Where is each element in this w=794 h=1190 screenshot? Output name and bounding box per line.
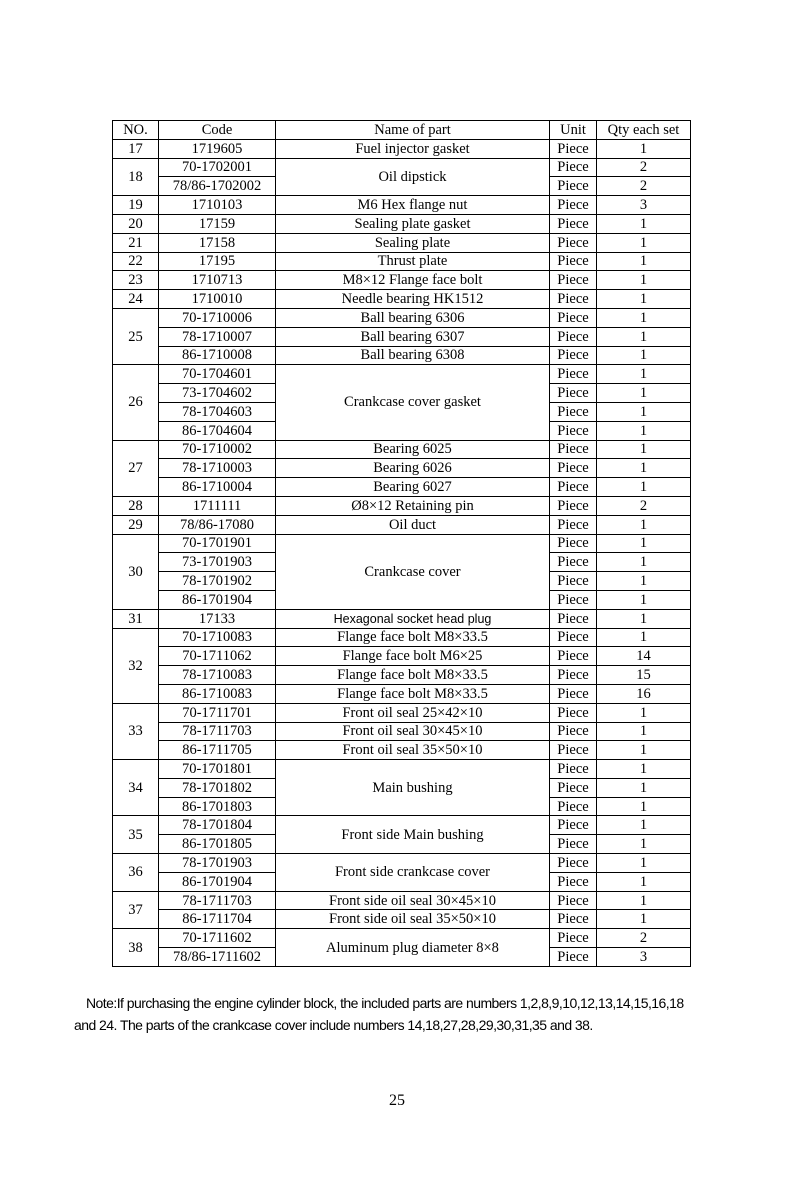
code-cell: 78-1701802	[159, 778, 276, 797]
table-row	[113, 609, 691, 628]
unit-cell: Piece	[550, 816, 597, 835]
unit-cell: Piece	[550, 797, 597, 816]
unit-cell: Piece	[550, 271, 597, 290]
qty-cell: 1	[597, 440, 691, 459]
unit-cell: Piece	[550, 891, 597, 910]
part-no-cell: 22	[113, 252, 159, 271]
code-cell: 78-1704603	[159, 402, 276, 421]
part-name-cell: Bearing 6025	[276, 440, 550, 459]
table-row	[113, 910, 691, 929]
qty-cell: 1	[597, 797, 691, 816]
part-no-cell: 30	[113, 534, 159, 609]
unit-cell: Piece	[550, 327, 597, 346]
part-no-cell: 32	[113, 628, 159, 703]
part-name-cell: Front side oil seal 35×50×10	[276, 910, 550, 929]
page-number: 25	[389, 1092, 405, 1109]
qty-cell: 14	[597, 647, 691, 666]
part-no-cell: 24	[113, 290, 159, 309]
part-no-cell: 20	[113, 214, 159, 233]
part-name-cell: M8×12 Flange face bolt	[276, 271, 550, 290]
part-no-cell: 27	[113, 440, 159, 496]
qty-cell: 1	[597, 327, 691, 346]
unit-cell: Piece	[550, 346, 597, 365]
code-cell: 86-1710008	[159, 346, 276, 365]
part-name-cell: Flange face bolt M8×33.5	[276, 666, 550, 685]
qty-cell: 1	[597, 835, 691, 854]
code-cell: 70-1702001	[159, 158, 276, 177]
table-row	[113, 290, 691, 309]
part-no-cell: 29	[113, 515, 159, 534]
table-row	[113, 327, 691, 346]
part-no-cell: 17	[113, 139, 159, 158]
code-cell: 70-1710006	[159, 308, 276, 327]
table-row	[113, 308, 691, 327]
qty-cell: 1	[597, 346, 691, 365]
note-line-2: and 24. The parts of the crankcase cover include numbers 14,18,27,28,29,30,31,35 and 38.	[74, 1017, 593, 1033]
table-row	[113, 534, 691, 553]
code-cell: 70-1710083	[159, 628, 276, 647]
qty-cell: 3	[597, 196, 691, 215]
code-cell: 86-1710083	[159, 684, 276, 703]
qty-cell: 1	[597, 290, 691, 309]
unit-cell: Piece	[550, 760, 597, 779]
part-no-cell: 28	[113, 496, 159, 515]
qty-cell: 1	[597, 233, 691, 252]
note-line-1: Note:If purchasing the engine cylinder block, the included parts are numbers 1,2,8,9,10,12,13,14,15,16,18	[86, 995, 684, 1011]
table-row	[113, 158, 691, 177]
part-name-cell: Front side crankcase cover	[276, 854, 550, 892]
table-row	[113, 478, 691, 497]
qty-cell: 2	[597, 177, 691, 196]
qty-cell: 1	[597, 910, 691, 929]
code-cell: 86-1704604	[159, 421, 276, 440]
part-name-cell: Aluminum plug diameter 8×8	[276, 929, 550, 967]
code-cell: 1710010	[159, 290, 276, 309]
qty-cell: 1	[597, 421, 691, 440]
part-name-cell: Sealing plate gasket	[276, 214, 550, 233]
part-name-cell: Front side oil seal 30×45×10	[276, 891, 550, 910]
qty-cell: 16	[597, 684, 691, 703]
table-row	[113, 346, 691, 365]
code-cell: 86-1711705	[159, 741, 276, 760]
unit-cell: Piece	[550, 684, 597, 703]
table-row	[113, 459, 691, 478]
code-cell: 78-1701902	[159, 572, 276, 591]
part-no-cell: 35	[113, 816, 159, 854]
qty-cell: 1	[597, 308, 691, 327]
qty-cell: 1	[597, 816, 691, 835]
unit-cell: Piece	[550, 778, 597, 797]
unit-cell: Piece	[550, 440, 597, 459]
code-cell: 1710713	[159, 271, 276, 290]
unit-cell: Piece	[550, 478, 597, 497]
code-cell: 86-1701805	[159, 835, 276, 854]
qty-cell: 1	[597, 553, 691, 572]
qty-cell: 1	[597, 760, 691, 779]
header-name: Name of part	[276, 121, 550, 140]
qty-cell: 1	[597, 384, 691, 403]
part-name-cell: Bearing 6026	[276, 459, 550, 478]
unit-cell: Piece	[550, 365, 597, 384]
part-name-cell: Front oil seal 25×42×10	[276, 703, 550, 722]
code-cell: 86-1701904	[159, 872, 276, 891]
table-row	[113, 722, 691, 741]
parts-table	[112, 120, 691, 967]
qty-cell: 1	[597, 854, 691, 873]
code-cell: 86-1711704	[159, 910, 276, 929]
unit-cell: Piece	[550, 929, 597, 948]
part-name-cell: Bearing 6027	[276, 478, 550, 497]
qty-cell: 15	[597, 666, 691, 685]
table-row	[113, 214, 691, 233]
qty-cell: 1	[597, 741, 691, 760]
unit-cell: Piece	[550, 421, 597, 440]
unit-cell: Piece	[550, 647, 597, 666]
part-name-cell: Front oil seal 35×50×10	[276, 741, 550, 760]
part-no-cell: 18	[113, 158, 159, 196]
table-row	[113, 252, 691, 271]
table-row	[113, 816, 691, 835]
code-cell: 78-1710007	[159, 327, 276, 346]
qty-cell: 1	[597, 478, 691, 497]
qty-cell: 1	[597, 891, 691, 910]
unit-cell: Piece	[550, 515, 597, 534]
unit-cell: Piece	[550, 384, 597, 403]
unit-cell: Piece	[550, 214, 597, 233]
code-cell: 73-1701903	[159, 553, 276, 572]
part-no-cell: 26	[113, 365, 159, 440]
qty-cell: 1	[597, 402, 691, 421]
code-cell: 17159	[159, 214, 276, 233]
part-name-cell: Front oil seal 30×45×10	[276, 722, 550, 741]
table-row	[113, 628, 691, 647]
code-cell: 78-1711703	[159, 722, 276, 741]
part-name-cell: Ball bearing 6308	[276, 346, 550, 365]
code-cell: 1711111	[159, 496, 276, 515]
code-cell: 78/86-1711602	[159, 948, 276, 967]
code-cell: 78-1701903	[159, 854, 276, 873]
qty-cell: 1	[597, 778, 691, 797]
code-cell: 17158	[159, 233, 276, 252]
table-row	[113, 496, 691, 515]
code-cell: 17195	[159, 252, 276, 271]
unit-cell: Piece	[550, 534, 597, 553]
part-no-cell: 34	[113, 760, 159, 816]
table-row	[113, 365, 691, 384]
part-name-cell: Crankcase cover	[276, 534, 550, 609]
code-cell: 17133	[159, 609, 276, 628]
table-row	[113, 440, 691, 459]
table-row	[113, 647, 691, 666]
code-cell: 70-1704601	[159, 365, 276, 384]
table-row	[113, 703, 691, 722]
part-name-cell: Thrust plate	[276, 252, 550, 271]
unit-cell: Piece	[550, 290, 597, 309]
table-row	[113, 271, 691, 290]
part-name-cell: Oil duct	[276, 515, 550, 534]
unit-cell: Piece	[550, 553, 597, 572]
qty-cell: 3	[597, 948, 691, 967]
part-no-cell: 36	[113, 854, 159, 892]
qty-cell: 1	[597, 271, 691, 290]
code-cell: 78-1710003	[159, 459, 276, 478]
qty-cell: 1	[597, 722, 691, 741]
header-no: NO.	[113, 121, 159, 140]
unit-cell: Piece	[550, 459, 597, 478]
qty-cell: 1	[597, 572, 691, 591]
part-name-cell: Ball bearing 6306	[276, 308, 550, 327]
part-no-cell: 33	[113, 703, 159, 759]
qty-cell: 1	[597, 139, 691, 158]
part-name-cell: Oil dipstick	[276, 158, 550, 196]
unit-cell: Piece	[550, 572, 597, 591]
unit-cell: Piece	[550, 703, 597, 722]
unit-cell: Piece	[550, 666, 597, 685]
unit-cell: Piece	[550, 233, 597, 252]
qty-cell: 1	[597, 703, 691, 722]
qty-cell: 1	[597, 252, 691, 271]
part-name-cell: Ball bearing 6307	[276, 327, 550, 346]
table-row	[113, 233, 691, 252]
table-row	[113, 891, 691, 910]
part-name-cell: Sealing plate	[276, 233, 550, 252]
code-cell: 1710103	[159, 196, 276, 215]
table-row	[113, 196, 691, 215]
unit-cell: Piece	[550, 835, 597, 854]
code-cell: 78-1710083	[159, 666, 276, 685]
code-cell: 70-1710002	[159, 440, 276, 459]
table-row	[113, 929, 691, 948]
part-no-cell: 23	[113, 271, 159, 290]
table-row	[113, 741, 691, 760]
table-row	[113, 515, 691, 534]
code-cell: 86-1710004	[159, 478, 276, 497]
qty-cell: 1	[597, 459, 691, 478]
part-name-cell: Flange face bolt M6×25	[276, 647, 550, 666]
qty-cell: 1	[597, 609, 691, 628]
part-name-cell: Crankcase cover gasket	[276, 365, 550, 440]
unit-cell: Piece	[550, 196, 597, 215]
unit-cell: Piece	[550, 910, 597, 929]
parts-table-container	[112, 120, 690, 967]
code-cell: 73-1704602	[159, 384, 276, 403]
part-name-cell: Ø8×12 Retaining pin	[276, 496, 550, 515]
unit-cell: Piece	[550, 496, 597, 515]
note	[74, 992, 734, 1036]
unit-cell: Piece	[550, 741, 597, 760]
code-cell: 70-1711701	[159, 703, 276, 722]
code-cell: 78/86-1702002	[159, 177, 276, 196]
part-name-cell: Hexagonal socket head plug	[276, 609, 550, 628]
unit-cell: Piece	[550, 590, 597, 609]
table-row	[113, 760, 691, 779]
part-name-cell: Needle bearing HK1512	[276, 290, 550, 309]
table-row	[113, 854, 691, 873]
qty-cell: 1	[597, 515, 691, 534]
qty-cell: 1	[597, 872, 691, 891]
qty-cell: 2	[597, 158, 691, 177]
table-row	[113, 684, 691, 703]
part-no-cell: 25	[113, 308, 159, 364]
table-row	[113, 666, 691, 685]
code-cell: 70-1701801	[159, 760, 276, 779]
part-name-cell: Main bushing	[276, 760, 550, 816]
part-no-cell: 38	[113, 929, 159, 967]
part-no-cell: 21	[113, 233, 159, 252]
unit-cell: Piece	[550, 854, 597, 873]
unit-cell: Piece	[550, 722, 597, 741]
header-unit: Unit	[550, 121, 597, 140]
unit-cell: Piece	[550, 158, 597, 177]
code-cell: 78-1701804	[159, 816, 276, 835]
qty-cell: 1	[597, 628, 691, 647]
part-name-cell: Fuel injector gasket	[276, 139, 550, 158]
code-cell: 86-1701904	[159, 590, 276, 609]
qty-cell: 1	[597, 590, 691, 609]
part-name-cell: Flange face bolt M8×33.5	[276, 628, 550, 647]
unit-cell: Piece	[550, 308, 597, 327]
part-name-cell: Front side Main bushing	[276, 816, 550, 854]
code-cell: 70-1711602	[159, 929, 276, 948]
code-cell: 70-1701901	[159, 534, 276, 553]
parts-table-body	[113, 139, 691, 966]
unit-cell: Piece	[550, 252, 597, 271]
part-name-cell: Flange face bolt M8×33.5	[276, 684, 550, 703]
table-row	[113, 139, 691, 158]
code-cell: 78/86-17080	[159, 515, 276, 534]
qty-cell: 2	[597, 496, 691, 515]
part-name-cell: M6 Hex flange nut	[276, 196, 550, 215]
part-no-cell: 19	[113, 196, 159, 215]
code-cell: 78-1711703	[159, 891, 276, 910]
unit-cell: Piece	[550, 628, 597, 647]
unit-cell: Piece	[550, 609, 597, 628]
part-no-cell: 31	[113, 609, 159, 628]
unit-cell: Piece	[550, 139, 597, 158]
qty-cell: 1	[597, 365, 691, 384]
code-cell: 86-1701803	[159, 797, 276, 816]
header-code: Code	[159, 121, 276, 140]
qty-cell: 1	[597, 214, 691, 233]
unit-cell: Piece	[550, 402, 597, 421]
qty-cell: 1	[597, 534, 691, 553]
qty-cell: 2	[597, 929, 691, 948]
part-no-cell: 37	[113, 891, 159, 929]
header-qty: Qty each set	[597, 121, 691, 140]
code-cell: 70-1711062	[159, 647, 276, 666]
code-cell: 1719605	[159, 139, 276, 158]
unit-cell: Piece	[550, 177, 597, 196]
unit-cell: Piece	[550, 872, 597, 891]
unit-cell: Piece	[550, 948, 597, 967]
table-header-row	[113, 121, 691, 140]
